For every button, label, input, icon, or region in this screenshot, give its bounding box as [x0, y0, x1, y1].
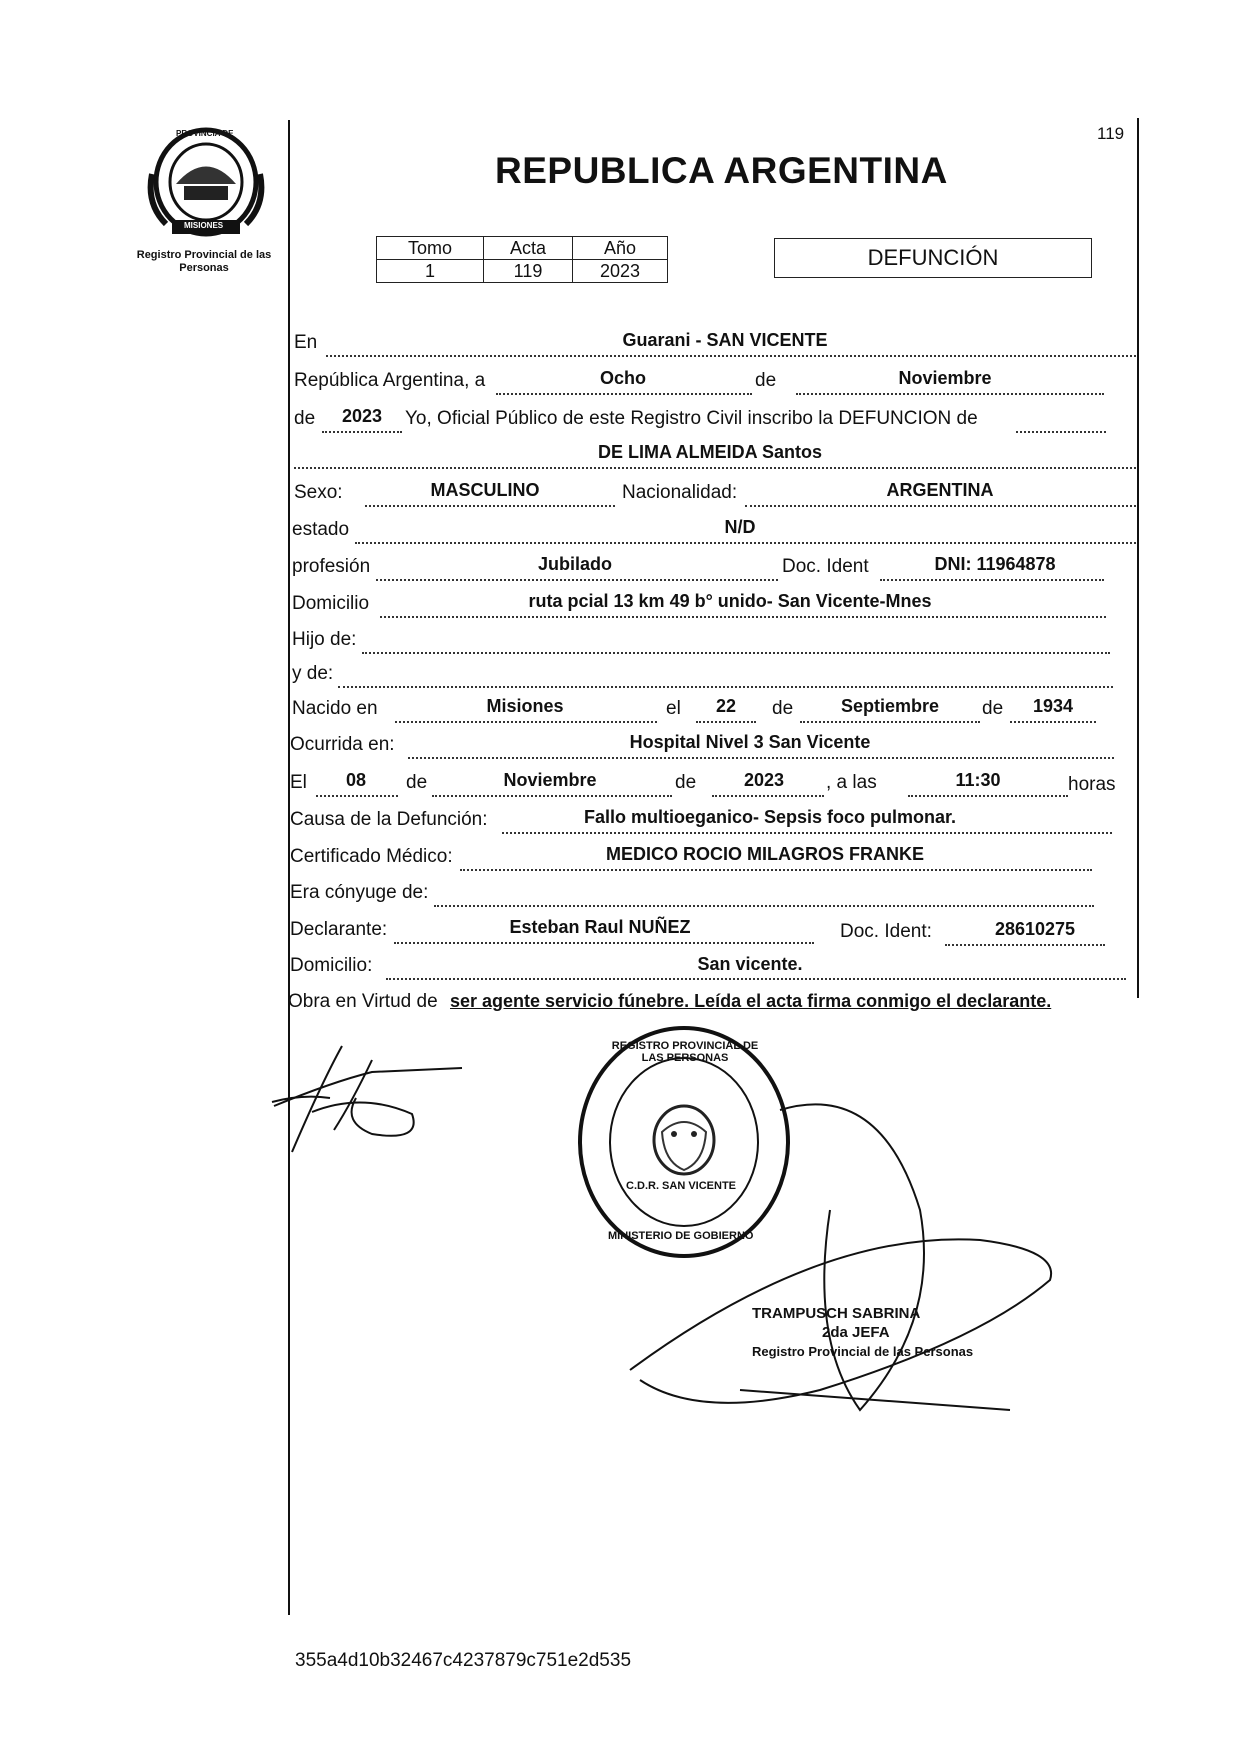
- label-nacionalidad: Nacionalidad:: [622, 482, 738, 503]
- label-a-las: , a las: [826, 772, 877, 793]
- stamp-inner-text: C.D.R. SAN VICENTE: [626, 1180, 737, 1192]
- logo-text-bottom: MISIONES: [184, 221, 224, 230]
- label-ocurrida-en: Ocurrida en:: [290, 734, 395, 755]
- label-doc-ident: Doc. Ident: [782, 556, 869, 577]
- value-dni: DNI: 11964878: [934, 554, 1056, 574]
- label-conyuge: Era cónyuge de:: [290, 882, 429, 903]
- stamp-ring-text: REGISTRO PROVINCIAL DE LAS PERSONAS: [611, 1040, 759, 1064]
- dots: [496, 393, 752, 395]
- value-nac-mes: Septiembre: [840, 696, 940, 716]
- dots: [432, 795, 672, 797]
- value-def-dia: 08: [345, 770, 367, 790]
- label-domicilio: Domicilio: [292, 593, 370, 614]
- dots: [394, 942, 814, 944]
- tomo-header: Tomo: [377, 237, 484, 260]
- value-nac-anio: 1934: [1032, 696, 1074, 716]
- value-def-anio: 2023: [743, 770, 785, 790]
- logo-text-top: PROVINCIA DE: [176, 129, 234, 138]
- label-de-def-anio: de: [675, 772, 697, 793]
- dots: [365, 505, 615, 507]
- dots: [326, 355, 1136, 357]
- dots: [460, 869, 1092, 871]
- label-domicilio2: Domicilio:: [290, 955, 373, 976]
- label-obra: Obra en Virtud de: [288, 991, 438, 1012]
- value-fallecido: DE LIMA ALMEIDA Santos: [598, 442, 822, 462]
- value-estado: N/D: [724, 517, 756, 537]
- dots: [796, 393, 1104, 395]
- label-sexo: Sexo:: [294, 482, 343, 503]
- label-el: el: [666, 698, 681, 719]
- document-hash: 355a4d10b32467c4237879c751e2d535: [295, 1650, 632, 1671]
- value-dia-texto: Ocho: [599, 368, 646, 388]
- right-margin-line: [1137, 118, 1139, 998]
- label-certificado: Certificado Médico:: [290, 846, 453, 867]
- value-lugar: Guarani - SAN VICENTE: [622, 330, 828, 350]
- value-declarante: Esteban Raul NUÑEZ: [509, 917, 691, 937]
- page-number: 119: [1097, 124, 1125, 143]
- value-nacido-en: Misiones: [486, 696, 564, 716]
- value-declarante-domicilio: San vicente.: [697, 954, 803, 974]
- anio-header: Año: [573, 237, 668, 260]
- dots: [502, 832, 1112, 834]
- logo-caption: Registro Provincial de las Personas: [136, 249, 272, 274]
- value-nacionalidad: ARGENTINA: [886, 480, 994, 500]
- dots: [1016, 431, 1106, 433]
- dots: [945, 944, 1105, 946]
- label-declarante: Declarante:: [290, 919, 388, 940]
- value-domicilio: ruta pcial 13 km 49 b° unido- San Vicente-Mnes: [528, 591, 932, 611]
- stamp-bottom-text: MINISTERIO DE GOBIERNO: [608, 1230, 754, 1242]
- dots: [294, 467, 1136, 469]
- record-type-box: DEFUNCIÓN: [774, 238, 1092, 278]
- dots: [880, 579, 1104, 581]
- dots: [380, 616, 1106, 618]
- value-anio: 2023: [341, 406, 383, 426]
- value-def-mes: Noviembre: [503, 770, 597, 790]
- value-mes: Noviembre: [898, 368, 992, 388]
- official-office: Registro Provincial de las Personas: [752, 1344, 974, 1359]
- value-def-hora: 11:30: [955, 770, 1001, 790]
- official-signature-block: [752, 1304, 973, 1361]
- dots: [316, 795, 398, 797]
- dots: [1010, 721, 1096, 723]
- label-estado: estado: [292, 519, 350, 540]
- value-declarante-doc: 28610275: [994, 919, 1076, 939]
- label-de-nac-anio: de: [982, 698, 1004, 719]
- label-de-anio: de: [294, 408, 316, 429]
- dots: [745, 505, 1136, 507]
- label-profesion: profesión: [292, 556, 371, 577]
- label-horas: horas: [1068, 774, 1116, 795]
- dots: [338, 686, 1113, 688]
- dots: [696, 721, 756, 723]
- document-title: REPUBLICA ARGENTINA: [495, 150, 948, 191]
- label-nacido-en: Nacido en: [292, 698, 378, 719]
- value-nac-dia: 22: [715, 696, 737, 716]
- acta-header: Acta: [484, 237, 573, 260]
- label-de-def-mes: de: [406, 772, 428, 793]
- dots: [408, 757, 1114, 759]
- dots: [908, 795, 1068, 797]
- label-yo: Yo, Oficial Público de este Registro Civil inscribo la DEFUNCION de: [405, 408, 978, 429]
- declarant-signature: [272, 1042, 472, 1152]
- value-sexo: MASCULINO: [430, 480, 540, 500]
- dots: [362, 652, 1110, 654]
- dots: [712, 795, 824, 797]
- acta-value: 119: [484, 260, 573, 283]
- label-el-cap: El: [290, 772, 307, 793]
- dots: [386, 978, 1126, 980]
- label-doc-ident2: Doc. Ident:: [840, 921, 932, 942]
- value-profesion: Jubilado: [537, 554, 612, 574]
- label-causa: Causa de la Defunción:: [290, 809, 488, 830]
- label-republica: República Argentina, a: [294, 370, 486, 391]
- dots: [395, 721, 657, 723]
- value-certificado: MEDICO ROCIO MILAGROS FRANKE: [606, 844, 924, 864]
- label-en: En: [294, 332, 318, 353]
- official-name: TRAMPUSCH SABRINA: [752, 1305, 921, 1322]
- label-y-de: y de:: [292, 663, 334, 684]
- officer-signature: [620, 1090, 1080, 1430]
- dots: [800, 721, 980, 723]
- official-role: 2da JEFA: [822, 1324, 890, 1341]
- dots: [355, 542, 1136, 544]
- dots: [376, 579, 778, 581]
- value-obra: ser agente servicio fúnebre. Leída el acta firma conmigo el declarante.: [450, 991, 1052, 1011]
- anio-value: 2023: [573, 260, 668, 283]
- value-ocurrida-en: Hospital Nivel 3 San Vicente: [629, 732, 871, 752]
- dots: [434, 905, 1094, 907]
- label-hijo-de: Hijo de:: [292, 629, 357, 650]
- tomo-value: 1: [377, 260, 484, 283]
- label-de-nac-mes: de: [772, 698, 794, 719]
- dots: [322, 431, 402, 433]
- label-de: de: [755, 370, 777, 391]
- registry-table: [376, 236, 668, 283]
- value-causa: Fallo multioeganico- Sepsis foco pulmonar.: [583, 807, 957, 827]
